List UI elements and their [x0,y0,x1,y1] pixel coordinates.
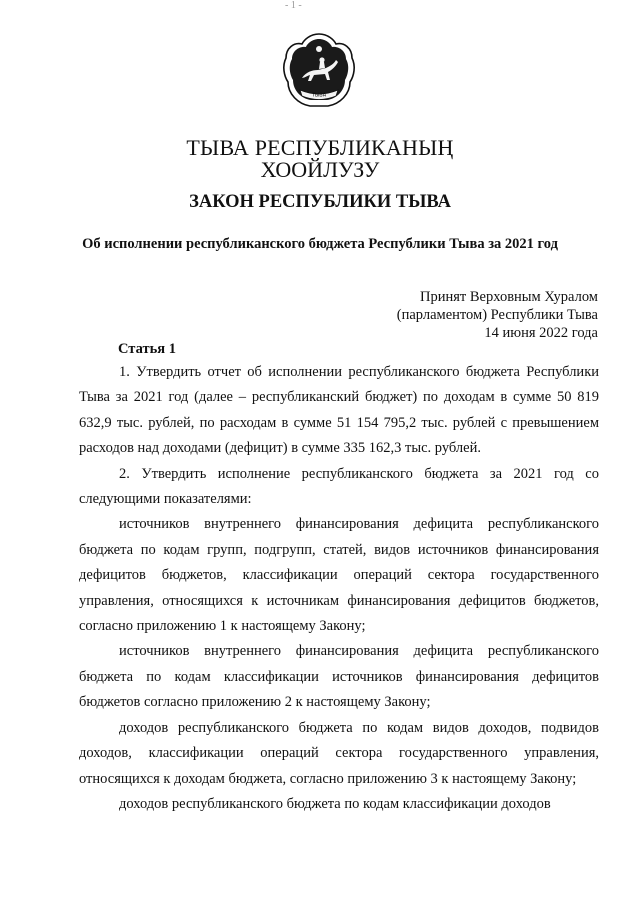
law-title: ЗАКОН РЕСПУБЛИКИ ТЫВА [189,192,451,212]
paragraph: доходов республиканского бюджета по кодам видов доходов, подвидов доходов, классификации операций сектора государственного управления, относящихся к доходам бюджета, согласно приложению 3 к настоящему Закону; [79,719,599,787]
adoption-line-1: Принят Верховным Хуралом [420,289,598,305]
paragraph: доходов республиканского бюджета по кодам классификации доходов [119,795,551,812]
tuva-emblem-icon [282,32,356,112]
header-line-1: ТЫВА РЕСПУБЛИКАНЫҢ [186,135,454,160]
paragraph: 2. Утвердить исполнение республиканского бюджета за 2021 год со следующими показателями: [79,465,599,508]
svg-text:ТЫВА: ТЫВА [311,92,327,99]
paragraph: источников внутреннего финансирования дефицита республиканского бюджета по кодам групп, подгрупп, статей, видов источников финансирования дефицитов бюджетов, классификации операций сектора государственного управления, относящихся к источникам финансирования дефицитов бюджетов, согласно приложению 1 к настоящему Закону; [79,516,599,635]
paragraph: 1. Утвердить отчет об исполнении республиканского бюджета Республики Тыва за 2021 год (далее – республиканский бюджет) по доходам в сумме 50 819 632,9 тыс. рублей, по расходам в сумме 51 154 795,2 тыс. рублей с превышением расходов над доходами (дефицит) в сумме 335 162,3 тыс. рублей. [79,364,599,457]
paragraph: источников внутреннего финансирования дефицита республиканского бюджета по кодам классификации источников финансирования дефицитов бюджетов согласно приложению 2 к настоящему Закону; [79,643,599,711]
adoption-date: 14 июня 2022 года [484,325,598,341]
adoption-note [397,288,598,342]
article-heading: Статья 1 [118,341,176,357]
header-line-2: ХООЙЛУЗУ [260,157,380,182]
article-body [79,360,599,817]
page-top-mark: - 1 - [285,0,302,11]
law-subtitle: Об исполнении республиканского бюджета Республики Тыва за 2021 год [82,236,558,252]
adoption-line-2: (парламентом) Республики Тыва [396,307,598,323]
